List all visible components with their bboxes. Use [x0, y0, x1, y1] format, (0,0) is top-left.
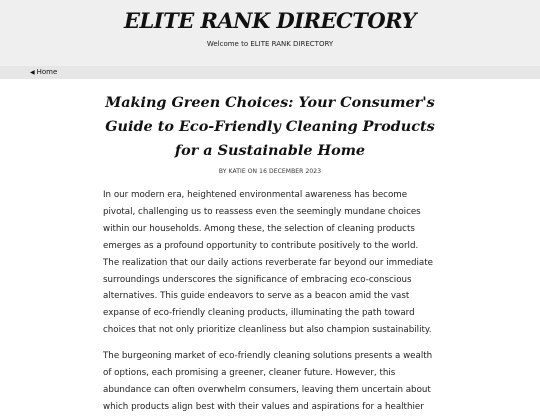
post-title-line-2: Guide to Eco-Friendly Cleaning Products [105, 118, 435, 135]
post-title-line-1: Making Green Choices: Your Consumer's [105, 94, 435, 111]
site-tagline: Welcome to ELITE RANK DIRECTORY [206, 40, 334, 48]
site-title[interactable]: ELITE RANK DIRECTORY [124, 8, 416, 33]
paragraph: In our modern era, heightened environmental awareness has become pivotal, challenging us to reassess even the seemingly mundane choices within our households. Among these, the selection of cleaning products emerges as a profound opportunity to contribute positively to the world. The realization that our daily actions reverberate far beyond our immediate surroundings underscores the significance of embracing eco-conscious alternatives. This guide endeavors to serve as a beacon amid the vast expanse of eco-friendly cleaning products, illuminating the path toward choices that not only prioritize cleanliness but also champion sustainability. [103, 190, 433, 336]
nav-home-label: Home [36, 68, 58, 76]
paragraph: The burgeoning market of eco-friendly cleaning solutions presents a wealth of options, each promising a greener, cleaner future. However, this abundance can often overwhelm consumers, leaving them uncertain about which products align best with their values and aspirations for a healthier [103, 351, 433, 412]
article [103, 91, 437, 416]
nav-home-link[interactable] [30, 66, 57, 79]
post-title-line-3: for a Sustainable Home [174, 142, 366, 159]
left-triangle-icon: ◀ [30, 69, 35, 76]
post-byline: BY KATIE ON 16 DECEMBER 2023 [218, 168, 322, 175]
site-header [0, 0, 540, 66]
post-title [103, 91, 437, 163]
post-body [103, 187, 437, 416]
top-nav [0, 66, 540, 79]
